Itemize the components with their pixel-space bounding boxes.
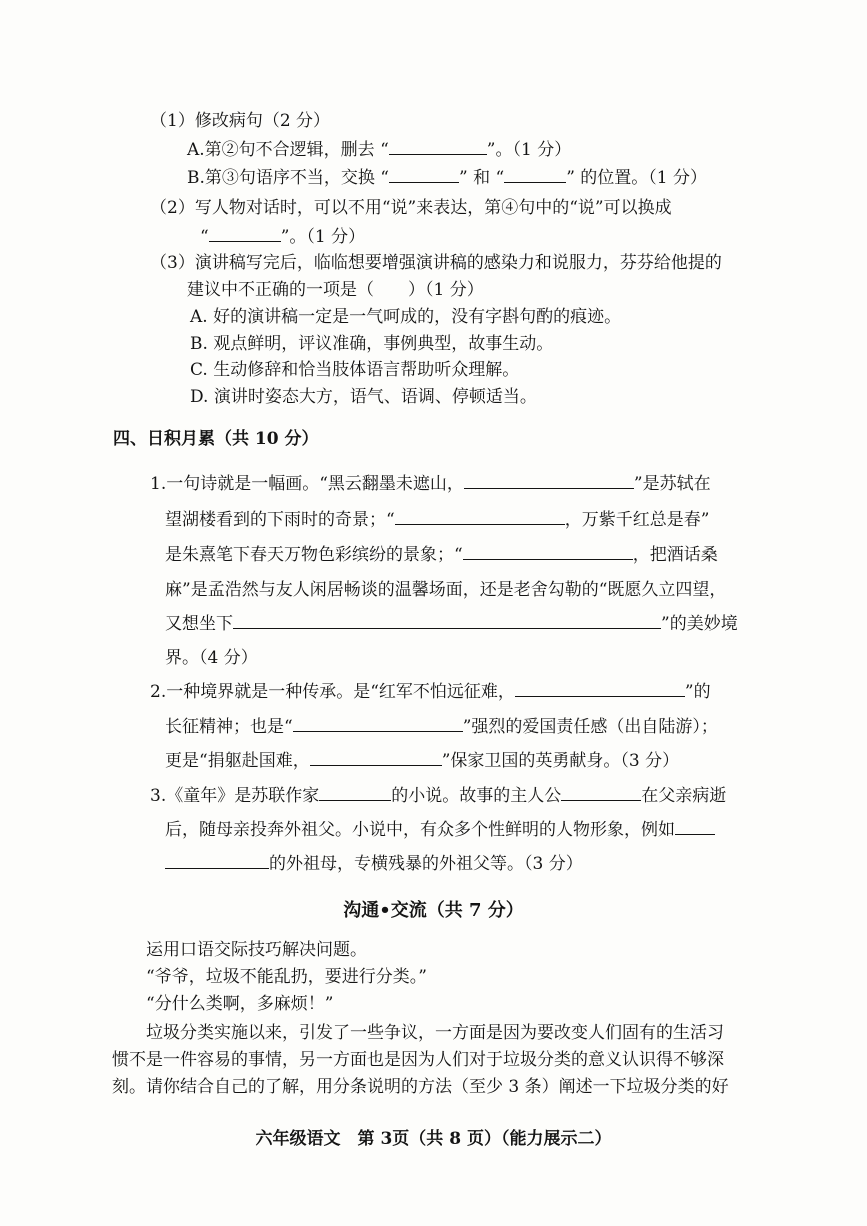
q-dialog-open-quote: “ <box>200 227 209 247</box>
paragraph-line: 惯不是一件容易的事情，另一方面也是因为人们对于垃圾分类的意义认识得不够深 <box>112 1050 724 1070</box>
paragraph-line: 垃圾分类实施以来，引发了一些争议，一方面是因为要改变人们固有的生活习 <box>146 1023 724 1043</box>
dialog-line: “爷爷，垃圾不能乱扔，要进行分类。” <box>146 967 427 987</box>
answer-blank[interactable] <box>209 225 281 242</box>
answer-blank[interactable] <box>165 852 269 869</box>
q1-text: ，万紫千红总是春” <box>564 510 710 530</box>
q3-text: 后，随母亲投奔外祖父。小说中，有众多个性鲜明的人物形象，例如 <box>165 820 675 840</box>
q-revise-b-mid: ” 和 “ <box>459 168 505 188</box>
q-dialog-line2 <box>200 225 365 249</box>
q-speech-line2: 建议中不正确的一项是（ ）（1 分） <box>187 280 484 300</box>
q-revise-a-text: A.第②句不合逻辑，删去 “ <box>187 140 389 160</box>
q1-text: ”是苏轼在 <box>633 474 711 494</box>
answer-blank[interactable] <box>389 138 487 155</box>
q2-line2 <box>165 715 718 739</box>
answer-blank[interactable] <box>319 784 391 801</box>
q3-text: 3.《童年》是苏联作家 <box>150 786 320 806</box>
q1-text: ，把酒话桑 <box>632 545 718 565</box>
answer-blank[interactable] <box>515 680 685 697</box>
q3-text: 在父亲病逝 <box>641 786 727 806</box>
q-revise-b-text: B.第③句语序不当，交换 “ <box>187 168 389 188</box>
q3-line3 <box>165 852 583 876</box>
option-d: D. 演讲时姿态大方，语气、语调、停顿适当。 <box>190 387 537 407</box>
page-footer: 六年级语文 第 3页（共 8 页）（能力展示二） <box>255 1129 612 1149</box>
q3-line1 <box>150 784 726 808</box>
q1-line2 <box>165 508 709 532</box>
answer-blank[interactable] <box>561 784 641 801</box>
q1-text: ”的美妙境 <box>661 614 738 634</box>
q1-text: 又想坐下 <box>165 614 233 634</box>
answer-blank[interactable] <box>504 166 566 183</box>
answer-blank[interactable] <box>310 749 442 766</box>
q2-text: ”保家卫国的英勇献身。（3 分） <box>441 751 680 771</box>
option-b: B. 观点鲜明，评议准确，事例典型，故事生动。 <box>190 334 554 354</box>
q2-text: 2.一种境界就是一种传承。是“红军不怕远征难， <box>150 682 515 702</box>
q-revise-title: （1）修改病句（2 分） <box>150 111 331 131</box>
dialog-line: “分什么类啊，多麻烦！” <box>146 994 334 1014</box>
q-revise-a <box>187 138 571 162</box>
q1-line3 <box>165 543 718 567</box>
q2-text: ”强烈的爱国责任感（出自陆游）； <box>462 717 718 737</box>
q-revise-b <box>187 166 707 190</box>
q2-line1 <box>150 680 711 704</box>
q-dialog-score: ”。（1 分） <box>280 227 366 247</box>
answer-blank[interactable] <box>464 472 634 489</box>
answer-blank[interactable] <box>293 715 463 732</box>
q2-text: 更是“捐躯赴国难， <box>165 751 310 771</box>
q-revise-b-score: ” 的位置。（1 分） <box>566 168 708 188</box>
answer-blank[interactable] <box>389 166 459 183</box>
q2-text: ”的 <box>684 682 711 702</box>
answer-blank[interactable] <box>463 543 633 560</box>
q-speech-line1: （3）演讲稿写完后，临临想要增强演讲稿的感染力和说服力，芬芬给他提的 <box>150 253 722 273</box>
option-a: A. 好的演讲稿一定是一气呵成的，没有字斟句酌的痕迹。 <box>190 307 622 327</box>
answer-blank[interactable] <box>675 818 715 835</box>
option-c: C. 生动修辞和恰当肢体语言帮助听众理解。 <box>190 360 520 380</box>
q1-line4: 麻”是孟浩然与友人闲居畅谈的温馨场面，还是老舍勾勒的“既愿久立四望， <box>165 580 727 600</box>
paragraph-line: 刻。请你结合自己的了解，用分条说明的方法（至少 3 条）阐述一下垃圾分类的好 <box>112 1077 729 1097</box>
answer-blank[interactable] <box>395 508 565 525</box>
section-title: 四、日积月累（共 10 分） <box>113 429 319 449</box>
answer-blank[interactable] <box>233 612 661 629</box>
q3-text: 的小说。故事的主人公 <box>391 786 562 806</box>
q1-line5 <box>165 612 738 636</box>
q1-line6: 界。（4 分） <box>165 648 258 668</box>
q2-line3 <box>165 749 679 773</box>
communication-title: 沟通•交流（共 7 分） <box>343 900 524 921</box>
communication-intro: 运用口语交际技巧解决问题。 <box>146 940 367 960</box>
q-revise-a-score: ”。（1 分） <box>486 140 572 160</box>
q1-text: 1.一句诗就是一幅画。“黑云翻墨未遮山， <box>150 474 464 494</box>
q-dialog-line1: （2）写人物对话时，可以不用“说”来表达，第④句中的“说”可以换成 <box>150 198 672 218</box>
q1-line1 <box>150 472 711 496</box>
q2-text: 长征精神；也是“ <box>165 717 293 737</box>
q1-text: 望湖楼看到的下雨时的奇景；“ <box>165 510 395 530</box>
q3-line2 <box>165 818 715 842</box>
q3-text: 的外祖母，专横残暴的外祖父等。（3 分） <box>269 854 583 874</box>
q1-text: 是朱熹笔下春天万物色彩缤纷的景象；“ <box>165 545 463 565</box>
